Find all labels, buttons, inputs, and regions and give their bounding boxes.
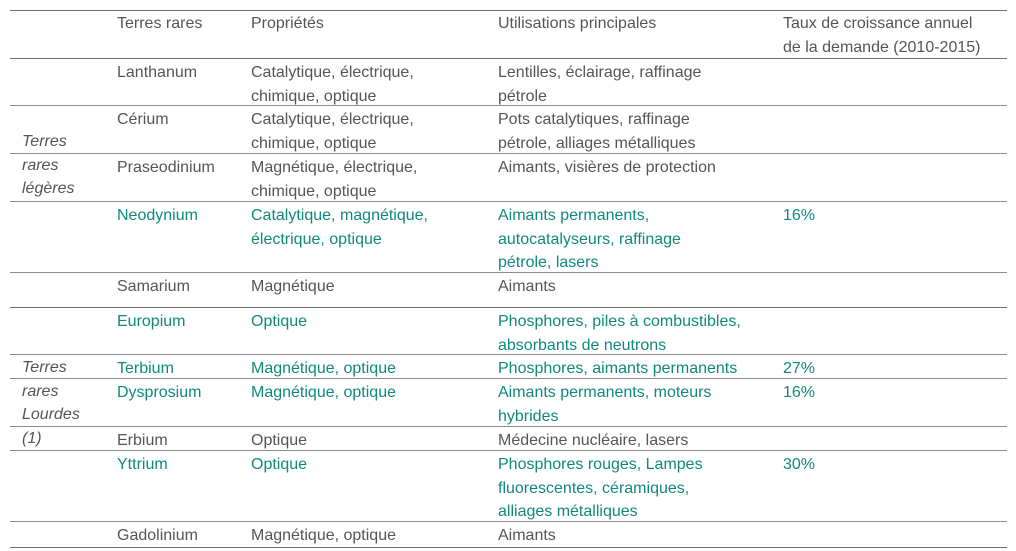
- uses-cell-line: alliages métalliques: [498, 503, 638, 520]
- uses-cell-line: Phosphores rouges, Lampes: [498, 456, 703, 473]
- element-name-cell: [117, 204, 198, 228]
- header-taux-line-1: Taux de croissance annuel: [783, 15, 973, 32]
- growth-rate-cell: [783, 381, 815, 405]
- element-name-cell-line: Dysprosium: [117, 384, 202, 401]
- properties-cell-line: Optique: [251, 456, 308, 473]
- element-name-cell: [117, 429, 168, 453]
- element-name-cell: [117, 524, 198, 548]
- row-divider: [10, 201, 1007, 202]
- element-name-cell: [117, 381, 201, 405]
- element-name-cell-line: Neodynium: [117, 207, 198, 224]
- uses-cell: [498, 453, 703, 524]
- group-label-line: légères: [22, 180, 75, 197]
- uses-cell: [498, 204, 681, 275]
- element-name-cell-line: Praseodinium: [117, 159, 215, 176]
- growth-rate-cell: [783, 453, 815, 477]
- uses-cell: [498, 381, 711, 428]
- properties-cell-line: Catalytique, électrique,: [251, 64, 414, 81]
- properties-cell-line: Catalytique, magnétique,: [251, 207, 428, 224]
- group-label-line: rares: [22, 156, 59, 174]
- group-label-terres-rares-legeres: [22, 130, 74, 201]
- element-name-cell-line: Lanthanum: [117, 64, 198, 81]
- properties-cell: [251, 357, 396, 381]
- header-taux-line-2: de la demande (2010-2015): [783, 38, 981, 56]
- uses-cell: [498, 357, 737, 381]
- group-label-line: Terres: [22, 359, 67, 376]
- properties-cell: [251, 156, 417, 203]
- growth-rate-cell-line: 16%: [783, 384, 816, 401]
- element-name-cell: [117, 275, 190, 299]
- properties-cell-line: Magnétique: [251, 278, 335, 295]
- properties-cell: [251, 108, 414, 155]
- element-name-cell: [117, 61, 197, 85]
- group-label-line: Terres: [22, 133, 67, 150]
- uses-cell: [498, 61, 701, 108]
- element-name-cell-line: Terbium: [117, 360, 174, 377]
- properties-cell-line: chimique, optique: [251, 182, 377, 200]
- uses-cell-line: hybrides: [498, 407, 559, 425]
- element-name-cell: [117, 156, 215, 180]
- element-name-cell-line: Yttrium: [117, 456, 168, 473]
- group-label-terres-rares-lourdes: [22, 356, 80, 450]
- uses-cell: [498, 524, 556, 548]
- growth-rate-cell: [783, 204, 815, 228]
- properties-cell: [251, 275, 335, 299]
- element-name-cell-line: Gadolinium: [117, 527, 198, 544]
- properties-cell-line: Optique: [251, 432, 308, 449]
- uses-cell-line: pétrole: [498, 87, 547, 105]
- group-divider: [10, 307, 1007, 308]
- properties-cell: [251, 524, 396, 548]
- properties-cell-line: Magnétique, électrique,: [251, 159, 418, 176]
- growth-rate-cell: [783, 357, 815, 381]
- element-name-cell: [117, 357, 174, 381]
- properties-cell-line: chimique, optique: [251, 87, 377, 105]
- header-utilisations: Utilisations principales: [498, 15, 657, 32]
- uses-cell-line: Phosphores, aimants permanents: [498, 360, 738, 377]
- uses-cell-line: Aimants, visières de protection: [498, 159, 716, 176]
- element-name-cell-line: Samarium: [117, 278, 190, 295]
- uses-cell: [498, 156, 716, 180]
- properties-cell: [251, 453, 307, 477]
- group-label-line: rares: [22, 382, 59, 400]
- uses-cell-line: Aimants: [498, 278, 556, 295]
- uses-cell-line: Pots catalytiques, raffinage: [498, 111, 690, 128]
- properties-cell: [251, 61, 414, 108]
- element-name-cell-line: Cérium: [117, 111, 169, 128]
- uses-cell-line: Lentilles, éclairage, raffinage: [498, 64, 702, 81]
- properties-cell: [251, 204, 428, 251]
- properties-cell-line: électrique, optique: [251, 230, 382, 248]
- element-name-cell: [117, 453, 168, 477]
- properties-cell-line: Catalytique, électrique,: [251, 111, 414, 128]
- uses-cell-line: Médecine nucléaire, lasers: [498, 432, 689, 449]
- uses-cell: [498, 429, 688, 453]
- uses-cell-line: Aimants permanents, moteurs: [498, 384, 712, 401]
- properties-cell: [251, 310, 307, 334]
- properties-cell-line: Optique: [251, 313, 308, 330]
- properties-cell-line: Magnétique, optique: [251, 527, 396, 544]
- properties-cell-line: Magnétique, optique: [251, 384, 396, 401]
- uses-cell: [498, 310, 741, 357]
- growth-rate-cell-line: 27%: [783, 360, 816, 377]
- properties-cell-line: chimique, optique: [251, 134, 377, 152]
- uses-cell-line: pétrole, alliages métalliques: [498, 134, 696, 152]
- group-label-line: (1): [22, 429, 42, 447]
- uses-cell: [498, 275, 556, 299]
- uses-cell-line: Phosphores, piles à combustibles,: [498, 313, 741, 330]
- growth-rate-cell-line: 16%: [783, 207, 816, 224]
- uses-cell-line: absorbants de neutrons: [498, 336, 667, 354]
- element-name-cell-line: Europium: [117, 313, 186, 330]
- properties-cell: [251, 381, 396, 405]
- uses-cell-line: autocatalyseurs, raffinage: [498, 230, 681, 248]
- header-proprietes: Propriétés: [251, 15, 324, 32]
- growth-rate-cell-line: 30%: [783, 456, 816, 473]
- header-taux-croissance: [783, 12, 980, 59]
- uses-cell-line: pétrole, lasers: [498, 254, 599, 271]
- uses-cell-line: fluorescentes, céramiques,: [498, 479, 690, 497]
- element-name-cell-line: Erbium: [117, 432, 168, 449]
- element-name-cell: [117, 108, 169, 132]
- properties-cell: [251, 429, 307, 453]
- uses-cell: [498, 108, 695, 155]
- element-name-cell: [117, 310, 185, 334]
- uses-cell-line: Aimants: [498, 527, 556, 544]
- uses-cell-line: Aimants permanents,: [498, 207, 650, 224]
- table-top-rule: [10, 10, 1007, 11]
- group-label-line: Lourdes: [22, 406, 80, 423]
- properties-cell-line: Magnétique, optique: [251, 360, 396, 377]
- header-terres-rares: Terres rares: [117, 15, 203, 32]
